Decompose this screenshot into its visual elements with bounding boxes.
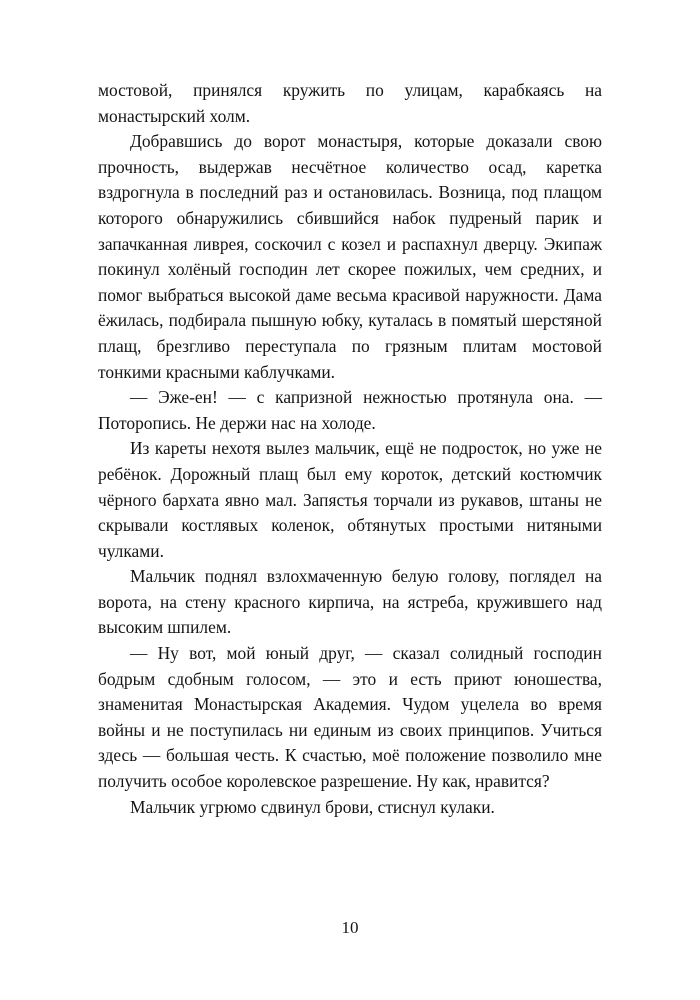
paragraph: Мальчик поднял взлохмаченную белую голову, поглядел на ворота, на стену красного кирпича, на ястреба, кружившего над высоким шпилем. <box>98 566 602 638</box>
paragraph: мостовой, принялся кружить по улицам, карабкаясь на монастырский холм. <box>98 80 602 126</box>
paragraph: — Эже-ен! — с капризной нежностью протянула она. — Поторопись. Не держи нас на холоде. <box>98 387 602 433</box>
paragraph: Добравшись до ворот монастыря, которые доказали свою прочность, выдержав несчётное количество осад, каретка вздрогнула в последний раз и остановилась. Возница, под плащом которого обнаружились сбившийся набок пудреный парик и запачканная ливрея, соскочил с козел и распахнул дверцу. Экипаж покинул холёный господин лет скорее пожилых, чем средних, и помог выбраться высокой даме весьма красивой наружности. Дама ёжилась, подбирала пышную юбку, куталась в помятый шерстяной плащ, брезгливо переступала по грязным плитам мостовой тонкими красными каблучками. <box>98 131 602 382</box>
page-number: 10 <box>341 918 359 937</box>
paragraph: — Ну вот, мой юный друг, — сказал солидный господин бодрым сдобным голосом, — это и есть приют юношества, знаменитая Монастырская Академия. Чудом уцелела во время войны и не поступилась ни единым из своих принципов. Учиться здесь — большая честь. К счастью, моё положение позволило мне получить особое королевское разрешение. Ну как, нравится? <box>98 643 602 792</box>
page-body <box>98 78 602 820</box>
paragraph: Мальчик угрюмо сдвинул брови, стиснул кулаки. <box>130 796 495 817</box>
paragraph: Из кареты нехотя вылез мальчик, ещё не подросток, но уже не ребёнок. Дорожный плащ был ему короток, детский костюмчик чёрного бархата явно мал. Запястья торчали из рукавов, штаны не скрывали костлявых коленок, обтянутых простыми нитяными чулками. <box>98 438 602 561</box>
